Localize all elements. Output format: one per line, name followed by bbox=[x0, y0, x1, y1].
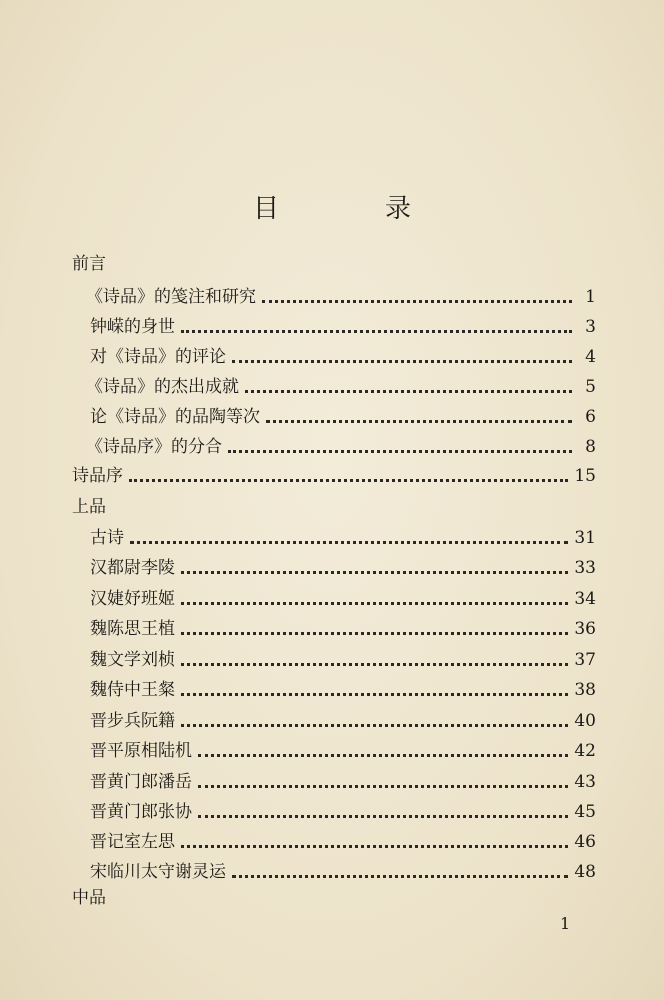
dot-leader bbox=[181, 631, 568, 635]
toc-entry bbox=[86, 285, 596, 309]
dot-leader bbox=[181, 601, 568, 605]
toc-entry-label: 古诗 bbox=[90, 528, 124, 548]
toc-entry-label: 魏文学刘桢 bbox=[90, 650, 175, 670]
dot-leader bbox=[232, 874, 568, 878]
toc-entry-label: 《诗品》的杰出成就 bbox=[86, 377, 239, 397]
toc-entry bbox=[90, 800, 596, 824]
toc-entry-label: 晋黄门郎张协 bbox=[90, 802, 192, 822]
toc-entry-page: 15 bbox=[574, 466, 596, 486]
toc-entry-page: 40 bbox=[574, 711, 596, 731]
dot-leader bbox=[129, 478, 568, 482]
toc-entry-page: 5 bbox=[585, 377, 596, 397]
page-title: 目 录 bbox=[252, 194, 451, 224]
toc-entry-page: 46 bbox=[574, 832, 596, 852]
dot-leader bbox=[181, 570, 568, 574]
toc-entry bbox=[90, 709, 596, 733]
section-heading-preface: 前言 bbox=[72, 254, 106, 274]
section-heading-middle: 中品 bbox=[72, 888, 106, 908]
dot-leader bbox=[130, 540, 568, 544]
toc-entry-label: 对《诗品》的评论 bbox=[90, 347, 226, 367]
toc-entry bbox=[90, 770, 596, 794]
toc-entry-label: 论《诗品》的品陶等次 bbox=[90, 407, 260, 427]
section-heading-upper: 上品 bbox=[72, 497, 106, 517]
dot-leader bbox=[181, 844, 568, 848]
toc-entry bbox=[90, 526, 596, 550]
toc-entry-label: 晋步兵阮籍 bbox=[90, 711, 175, 731]
toc-entry-label: 《诗品》的笺注和研究 bbox=[86, 287, 256, 307]
toc-entry-label: 钟嵘的身世 bbox=[90, 317, 175, 337]
toc-entry bbox=[86, 375, 596, 399]
toc-entry-label: 汉都尉李陵 bbox=[90, 558, 175, 578]
toc-entry-page: 36 bbox=[574, 619, 596, 639]
toc-entry-page: 31 bbox=[574, 528, 596, 548]
dot-leader bbox=[181, 329, 572, 333]
toc-entry-label: 《诗品序》的分合 bbox=[86, 437, 222, 457]
toc-entry-page: 45 bbox=[574, 802, 596, 822]
toc-entry-page: 38 bbox=[574, 680, 596, 700]
toc-entry-page: 42 bbox=[574, 741, 596, 761]
toc-entry bbox=[90, 830, 596, 854]
toc-entry-label: 晋黄门郎潘岳 bbox=[90, 772, 192, 792]
dot-leader bbox=[262, 299, 572, 303]
dot-leader bbox=[181, 723, 568, 727]
toc-entry bbox=[90, 617, 596, 641]
dot-leader bbox=[181, 692, 568, 696]
toc-entry-page: 37 bbox=[574, 650, 596, 670]
toc-entry-page: 6 bbox=[585, 407, 596, 427]
toc-entry-page: 3 bbox=[585, 317, 596, 337]
toc-entry-label: 魏陈思王植 bbox=[90, 619, 175, 639]
toc-entry bbox=[90, 739, 596, 763]
toc-entry-page: 8 bbox=[585, 437, 596, 457]
toc-entry-label: 晋记室左思 bbox=[90, 832, 175, 852]
dot-leader bbox=[198, 784, 568, 788]
dot-leader bbox=[228, 449, 572, 453]
toc-entry-page: 4 bbox=[585, 347, 596, 367]
dot-leader bbox=[198, 753, 568, 757]
toc-entry bbox=[90, 587, 596, 611]
toc-entry-page: 43 bbox=[574, 772, 596, 792]
toc-entry-shipin-xu bbox=[72, 464, 596, 488]
toc-entry bbox=[90, 860, 596, 884]
toc-entry bbox=[90, 678, 596, 702]
toc-entry bbox=[90, 345, 596, 369]
dot-leader bbox=[245, 389, 572, 393]
toc-entry-page: 1 bbox=[585, 287, 596, 307]
dot-leader bbox=[181, 662, 568, 666]
toc-entry-label: 汉婕妤班姬 bbox=[90, 589, 175, 609]
toc-entry bbox=[90, 315, 596, 339]
toc-entry bbox=[90, 648, 596, 672]
toc-entry-page: 34 bbox=[574, 589, 596, 609]
toc-entry bbox=[86, 435, 596, 459]
dot-leader bbox=[266, 419, 572, 423]
toc-entry-page: 33 bbox=[574, 558, 596, 578]
toc-entry bbox=[90, 405, 596, 429]
toc-entry-label: 宋临川太守谢灵运 bbox=[90, 862, 226, 882]
toc-entry bbox=[90, 556, 596, 580]
dot-leader bbox=[232, 359, 572, 363]
toc-entry-page: 48 bbox=[574, 862, 596, 882]
toc-entry-label: 诗品序 bbox=[72, 466, 123, 486]
toc-entry-label: 魏侍中王粲 bbox=[90, 680, 175, 700]
page-number: 1 bbox=[560, 914, 571, 933]
toc-entry-label: 晋平原相陆机 bbox=[90, 741, 192, 761]
dot-leader bbox=[198, 814, 568, 818]
